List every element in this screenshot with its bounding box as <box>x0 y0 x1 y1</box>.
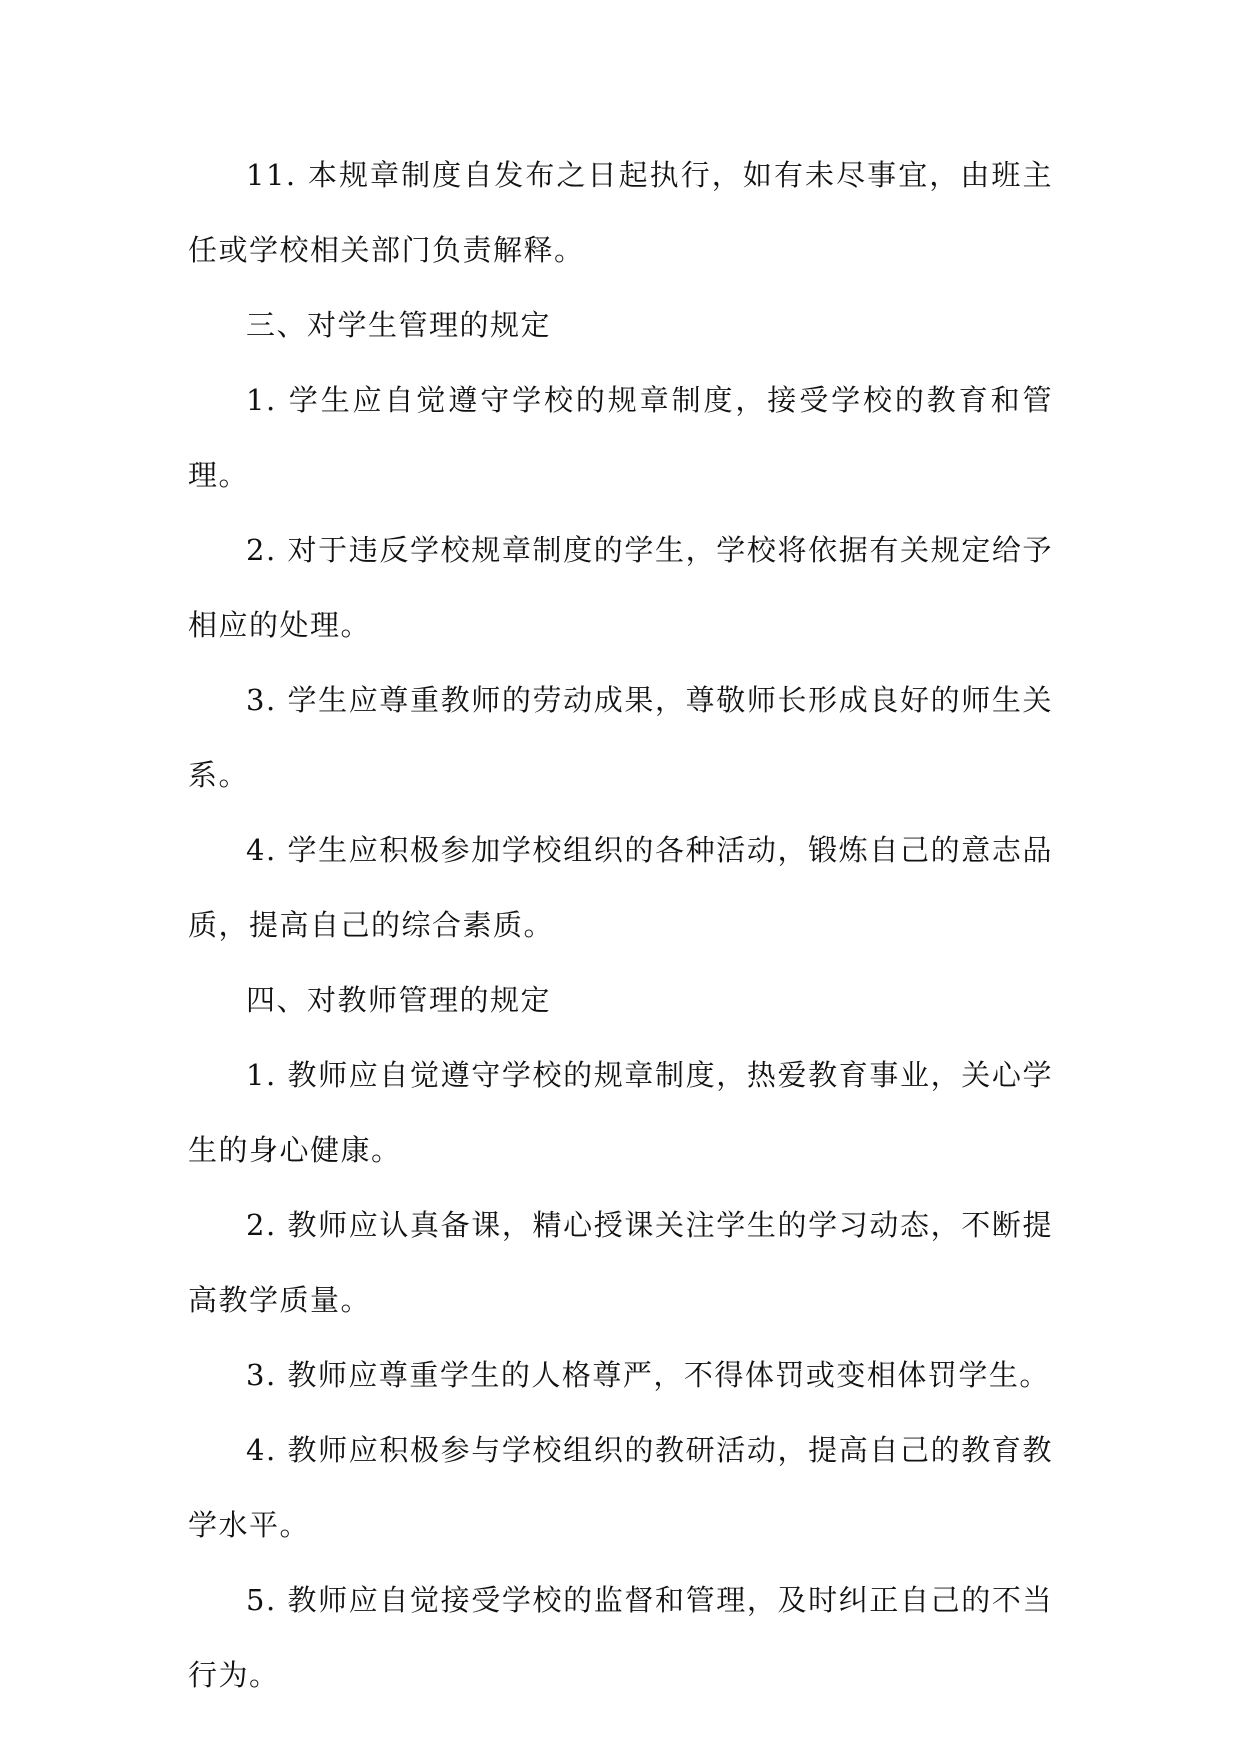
paragraph-rule-11: 11. 本规章制度自发布之日起执行，如有未尽事宜，由班主任或学校相关部门负责解释。 <box>188 158 1053 267</box>
paragraph-teacher-rule-1: 1. 教师应自觉遵守学校的规章制度，热爱教育事业，关心学生的身心健康。 <box>188 1058 1053 1167</box>
paragraph-teacher-rule-2: 2. 教师应认真备课，精心授课关注学生的学习动态，不断提高教学质量。 <box>188 1208 1053 1317</box>
section-heading-teacher-management: 四、对教师管理的规定 <box>246 983 552 1017</box>
paragraph-student-rule-4: 4. 学生应积极参加学校组织的各种活动，锻炼自己的意志品质，提高自己的综合素质。 <box>188 833 1053 942</box>
section-heading-student-management: 三、对学生管理的规定 <box>246 308 552 342</box>
document-body <box>188 138 1053 1713</box>
paragraph-student-rule-2: 2. 对于违反学校规章制度的学生，学校将依据有关规定给予相应的处理。 <box>188 533 1053 642</box>
paragraph-teacher-rule-4: 4. 教师应积极参与学校组织的教研活动，提高自己的教育教学水平。 <box>188 1433 1053 1542</box>
paragraph-student-rule-3: 3. 学生应尊重教师的劳动成果，尊敬师长形成良好的师生关系。 <box>188 683 1053 792</box>
paragraph-teacher-rule-3: 3. 教师应尊重学生的人格尊严，不得体罚或变相体罚学生。 <box>246 1358 1050 1392</box>
paragraph-teacher-rule-5: 5. 教师应自觉接受学校的监督和管理，及时纠正自己的不当行为。 <box>188 1583 1053 1692</box>
paragraph-student-rule-1: 1. 学生应自觉遵守学校的规章制度，接受学校的教育和管理。 <box>188 383 1053 492</box>
